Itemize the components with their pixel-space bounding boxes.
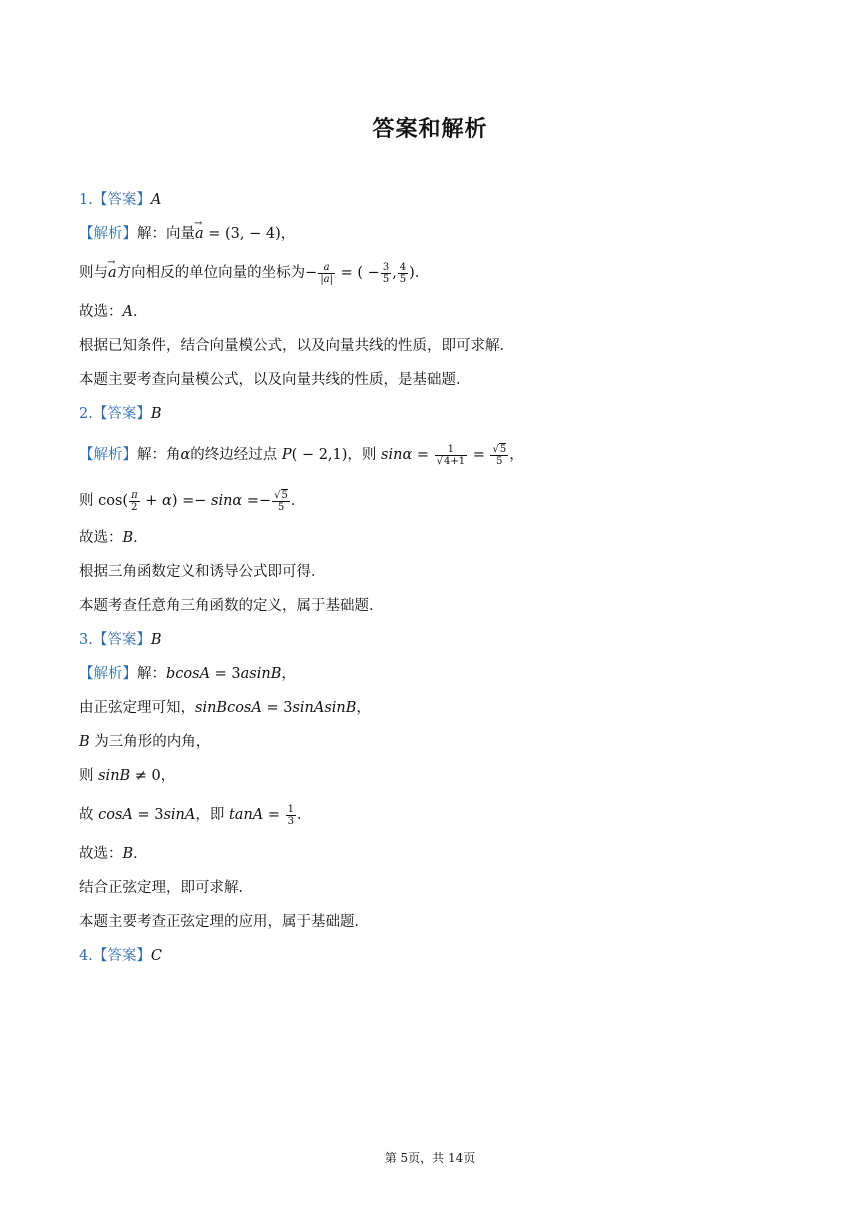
q3-expr: bcosA: [166, 666, 211, 682]
q1-text: 则与: [79, 265, 108, 281]
q2-text: ，则: [347, 447, 382, 463]
fraction: [272, 490, 290, 513]
q1-line-4: 根据已知条件，结合向量模公式，以及向量共线的性质，即可求解．: [79, 338, 514, 354]
q2-analysis-label: 【解析】: [79, 447, 137, 463]
page-footer: 第 5页，共 14页: [384, 1151, 476, 1165]
fraction: [381, 262, 391, 285]
fraction-numerator: a: [318, 262, 335, 274]
q3-line-7: 结合正弦定理，即可求解．: [79, 880, 253, 896]
fraction: [318, 262, 335, 285]
q3-expr: = 3: [210, 666, 241, 682]
q2-choice: B: [122, 530, 134, 546]
radicand: 4+1: [444, 455, 466, 467]
q2-line-5: 本题考查任意角三角函数的定义，属于基础题．: [79, 598, 384, 614]
vector-a: a →: [108, 258, 117, 288]
q2-expr: =−: [242, 493, 272, 509]
q3-answer-label: 【答案】: [92, 632, 151, 648]
q4-answer-value: C: [150, 948, 162, 964]
q3-expr: sinAsinB: [292, 700, 357, 716]
q1-answer-value: A: [150, 192, 162, 208]
fraction: [129, 490, 140, 513]
q3-expr: ≠ 0，: [130, 768, 176, 784]
q1-text: 解：向量: [137, 226, 195, 242]
fraction: [398, 262, 408, 285]
q3-text: 故: [79, 807, 99, 823]
q3-analysis-line: [79, 664, 296, 684]
q3-answer-line: [79, 630, 162, 650]
q2-line-3: [79, 528, 148, 548]
q1-answer-line: [79, 190, 161, 210]
fraction-denominator: 5: [399, 273, 407, 285]
q1-expr: = ( −: [336, 265, 380, 281]
q1-analysis-label: 【解析】: [79, 226, 137, 242]
q1-choice: A: [122, 304, 133, 320]
fraction-denominator: √4+1: [436, 455, 466, 467]
q3-expr: tanA: [228, 807, 264, 823]
q1-text: 故选：: [79, 304, 123, 320]
q2-expr: =: [412, 447, 434, 463]
q2-text: ．: [133, 530, 148, 546]
q3-text: 为三角形的内角，: [89, 734, 211, 750]
q3-line-2: [79, 698, 371, 718]
q1-text: 方向相反的单位向量的坐标为−: [116, 265, 318, 281]
q3-text: 由正弦定理可知，: [79, 700, 195, 716]
point-p: P: [281, 447, 292, 463]
fraction: [490, 444, 508, 467]
q3-choice: B: [122, 846, 134, 862]
q3-text: ．: [297, 807, 312, 823]
q3-expr: = 3: [132, 807, 164, 823]
q3-var: B: [79, 734, 90, 750]
q2-analysis-line: [79, 440, 524, 470]
q2-text: ，: [509, 447, 524, 463]
q2-expr: +: [140, 493, 163, 509]
q2-text: 的终边经过点: [190, 447, 282, 463]
q3-text: ，: [281, 666, 296, 682]
q1-expr: )．: [409, 265, 430, 281]
fraction-denominator: 2: [131, 501, 138, 513]
fraction-denominator: |a|: [320, 273, 334, 285]
q3-number: 3.: [79, 632, 93, 648]
q1-answer-label: 【答案】: [92, 192, 151, 208]
fraction-numerator: 1: [287, 803, 295, 815]
q3-expr: cosA: [98, 807, 133, 823]
fraction-denominator: 5: [496, 455, 503, 467]
q3-expr: sinB: [98, 768, 131, 784]
q2-expr: =: [468, 447, 490, 463]
q3-text: ．: [133, 846, 148, 862]
q1-number: 1.: [79, 192, 93, 208]
fraction-numerator: √5: [274, 489, 288, 501]
q2-number: 2.: [79, 406, 93, 422]
q3-expr: sinA: [163, 807, 196, 823]
q2-line-2: [79, 486, 305, 516]
q4-answer-label: 【答案】: [92, 948, 151, 964]
q1-text: ．: [132, 304, 148, 320]
fraction: [286, 804, 296, 827]
fraction-numerator: 4: [399, 261, 407, 273]
q2-answer-label: 【答案】: [92, 406, 151, 422]
q3-text: 则: [79, 768, 99, 784]
q3-expr: =: [263, 807, 285, 823]
q2-expr: sinα: [381, 447, 413, 463]
fraction-denominator: 5: [382, 273, 390, 285]
fraction-numerator: 1: [435, 444, 467, 456]
q1-expr: = (3, − 4)，: [203, 226, 296, 242]
fraction-denominator: 3: [287, 815, 295, 827]
q3-expr: sinBcosA: [195, 700, 262, 716]
q1-line-2: [79, 258, 429, 288]
q3-line-6: [79, 844, 148, 864]
alpha: α: [180, 447, 191, 463]
q2-expr: 则 cos(: [79, 493, 129, 509]
radicand: 5: [281, 489, 288, 501]
q3-expr: asinB: [240, 666, 282, 682]
q3-text: ，: [356, 700, 371, 716]
q2-expr: ) =−: [171, 493, 211, 509]
q2-expr: sinα: [211, 493, 243, 509]
q2-text: ．: [290, 493, 306, 509]
q2-answer-line: [79, 404, 162, 424]
q3-text: ，即: [195, 807, 229, 823]
q2-answer-value: B: [150, 406, 162, 422]
alpha: α: [162, 493, 172, 509]
vector-a: a →: [195, 224, 204, 244]
q1-line-3: [79, 302, 147, 322]
q3-line-5: [79, 800, 312, 830]
fraction: [435, 444, 467, 467]
q3-answer-value: B: [150, 632, 162, 648]
q3-line-3: [79, 732, 210, 752]
fraction-denominator: 5: [277, 501, 285, 513]
radicand: 5: [499, 443, 507, 455]
q2-expr: ( − 2,1): [291, 447, 348, 463]
fraction-numerator: √5: [492, 443, 507, 455]
q2-line-4: 根据三角函数定义和诱导公式即可得．: [79, 564, 326, 580]
q2-text: 解：角: [137, 447, 181, 463]
q4-answer-line: [79, 946, 162, 966]
q4-number: 4.: [79, 948, 93, 964]
comma: ,: [392, 265, 397, 281]
q1-analysis-line: [79, 224, 295, 244]
q3-expr: = 3: [261, 700, 293, 716]
q3-line-8: 本题主要考查正弦定理的应用，属于基础题．: [79, 914, 369, 930]
page-title: 答案和解析: [372, 117, 488, 142]
q1-line-5: 本题主要考查向量模公式，以及向量共线的性质，是基础题．: [79, 372, 471, 388]
fraction-numerator: 3: [382, 261, 390, 273]
fraction-numerator: π: [131, 489, 138, 501]
q2-text: 故选：: [79, 530, 123, 546]
q3-text: 故选：: [79, 846, 123, 862]
q3-analysis-label: 【解析】: [79, 666, 137, 682]
q3-line-4: [79, 766, 175, 786]
q3-text: 解：: [137, 666, 166, 682]
